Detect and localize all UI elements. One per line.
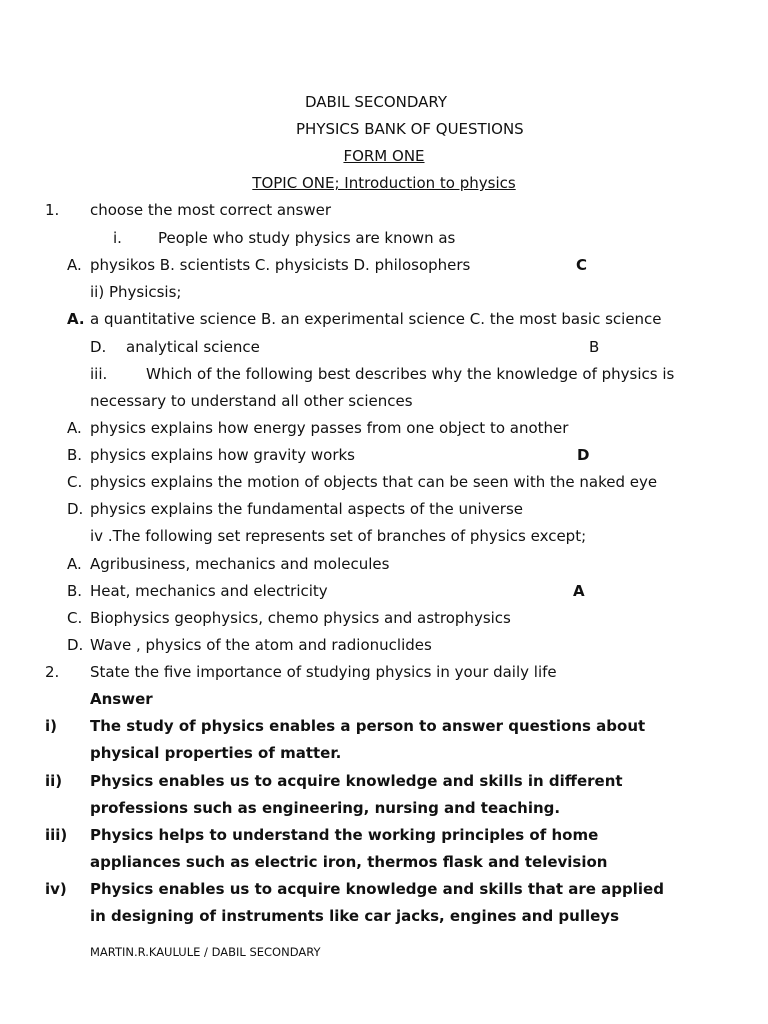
question-instruction: choose the most correct answer	[90, 201, 332, 219]
options-line: physikos B. scientists C. physicists D. philosophers	[90, 256, 471, 274]
option-letter: C.	[67, 609, 83, 627]
question-number: 1.	[45, 201, 60, 219]
option-letter: A.	[67, 256, 82, 274]
options-line: a quantitative science B. an experimental science C. the most basic science	[90, 310, 662, 328]
answer-text: Physics enables us to acquire knowledge and skills that are applied	[90, 880, 664, 898]
answer-label: Answer	[90, 690, 153, 708]
answer-key: B	[589, 338, 600, 356]
answer-text-continued: appliances such as electric iron, thermos flask and television	[90, 853, 608, 871]
option-letter: D.	[67, 500, 84, 518]
school-name: DABIL SECONDARY	[305, 93, 448, 111]
option-text: physics explains the motion of objects that can be seen with the naked eye	[90, 473, 658, 491]
answer-key: A	[573, 582, 585, 600]
option-text: Agribusiness, mechanics and molecules	[90, 555, 390, 573]
option-text: Biophysics geophysics, chemo physics and astrophysics	[90, 609, 511, 627]
sub-question-stem: iv .The following set represents set of branches of physics except;	[90, 527, 587, 545]
question-text: State the five importance of studying physics in your daily life	[90, 663, 557, 681]
answer-key: C	[576, 256, 588, 274]
sub-question-stem: Which of the following best describes why the knowledge of physics is	[146, 365, 675, 383]
answer-text-continued: physical properties of matter.	[90, 744, 342, 762]
answer-text: Physics enables us to acquire knowledge and skills in different	[90, 772, 623, 790]
document-title: PHYSICS BANK OF QUESTIONS	[296, 120, 524, 138]
option-letter: D.	[67, 636, 84, 654]
answer-number: i)	[45, 717, 57, 735]
answer-text: Physics helps to understand the working principles of home	[90, 826, 599, 844]
option-text: physics explains the fundamental aspects of the universe	[90, 500, 524, 518]
option-text: Wave , physics of the atom and radionuclides	[90, 636, 432, 654]
answer-text-continued: professions such as engineering, nursing and teaching.	[90, 799, 561, 817]
answer-number: ii)	[45, 772, 63, 790]
form-heading: FORM ONE	[343, 147, 425, 165]
option-letter: D.	[90, 338, 107, 356]
page-footer: MARTIN.R.KAULULE / DABIL SECONDARY	[90, 945, 321, 959]
sub-question-number: i.	[113, 229, 122, 247]
question-number: 2.	[45, 663, 60, 681]
option-text: physics explains how energy passes from one object to another	[90, 419, 569, 437]
option-text: Heat, mechanics and electricity	[90, 582, 328, 600]
option-letter: C.	[67, 473, 83, 491]
option-letter: B.	[67, 582, 83, 600]
answer-key: D	[577, 446, 590, 464]
option-letter: A.	[67, 555, 82, 573]
option-text: analytical science	[126, 338, 260, 356]
answer-text: The study of physics enables a person to answer questions about	[90, 717, 646, 735]
answer-number: iv)	[45, 880, 67, 898]
answer-number: iii)	[45, 826, 68, 844]
sub-question-stem: People who study physics are known as	[158, 229, 456, 247]
sub-question-stem: ii) Physicsis;	[90, 283, 182, 301]
option-letter: A.	[67, 419, 82, 437]
sub-question-number: iii.	[90, 365, 108, 383]
topic-heading: TOPIC ONE; Introduction to physics	[252, 174, 516, 192]
option-letter: B.	[67, 446, 83, 464]
answer-text-continued: in designing of instruments like car jacks, engines and pulleys	[90, 907, 620, 925]
option-text: physics explains how gravity works	[90, 446, 355, 464]
sub-question-stem-continued: necessary to understand all other sciences	[90, 392, 413, 410]
option-letter: A.	[67, 310, 85, 328]
